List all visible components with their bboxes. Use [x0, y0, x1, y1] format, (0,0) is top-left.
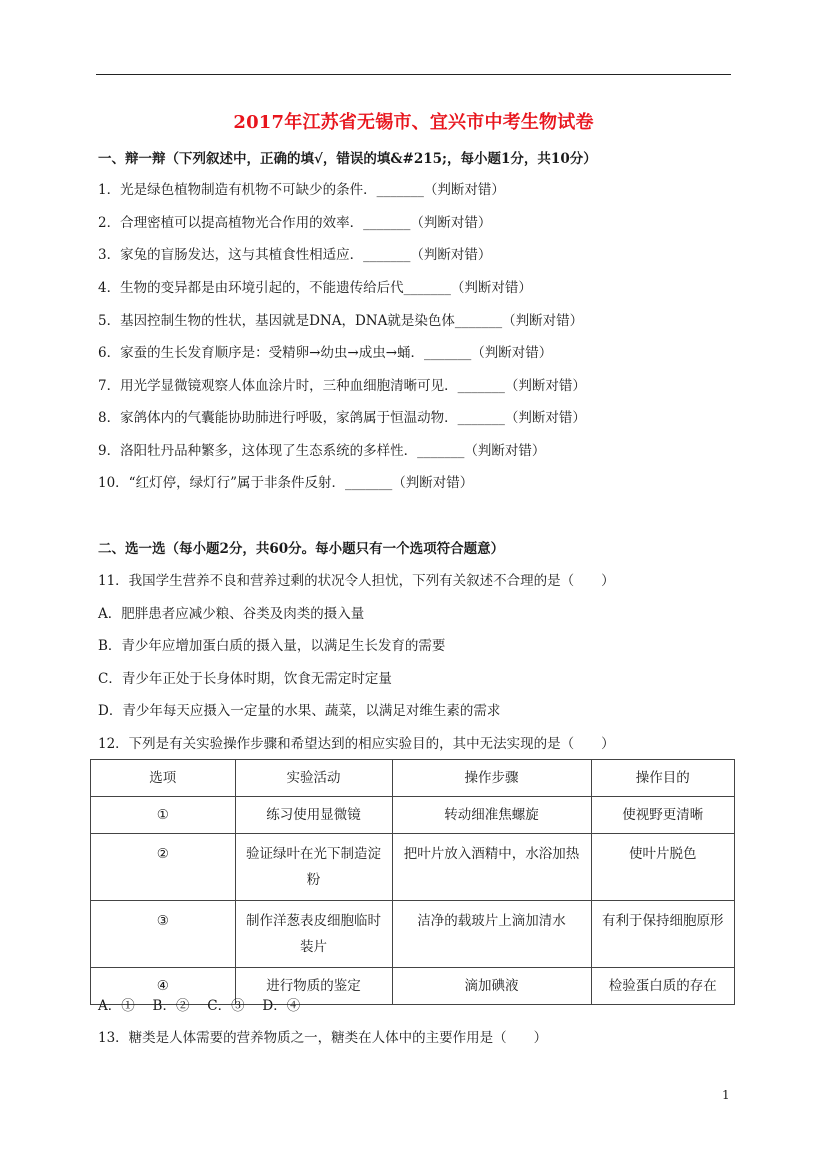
header-rule [96, 74, 731, 75]
table-header-cell: 实验活动 [235, 760, 392, 797]
table-cell: ④ [91, 968, 236, 1005]
question-item: 1．光是绿色植物制造有机物不可缺少的条件．_______（判断对错） [98, 182, 505, 198]
table-cell: 制作洋葱表皮细胞临时装片 [235, 901, 392, 968]
question-11-option-b: B．青少年应增加蛋白质的摄入量，以满足生长发育的需要 [98, 638, 446, 654]
table-cell: 使视野更清晰 [591, 797, 734, 834]
question-item: 3．家兔的盲肠发达，这与其植食性相适应．_______（判断对错） [98, 247, 492, 263]
question-12-stem: 12．下列是有关实验操作步骤和希望达到的相应实验目的，其中无法实现的是（ ） [98, 736, 615, 752]
table-cell: 使叶片脱色 [591, 834, 734, 901]
question-13-stem: 13．糖类是人体需要的营养物质之一，糖类在人体中的主要作用是（ ） [98, 1030, 548, 1046]
question-11-option-a: A．肥胖患者应减少粮、谷类及肉类的摄入量 [98, 606, 365, 622]
table-cell: 检验蛋白质的存在 [591, 968, 734, 1005]
table-row [91, 797, 735, 834]
question-11-stem: 11．我国学生营养不良和营养过剩的状况令人担忧，下列有关叙述不合理的是（ ） [98, 573, 615, 589]
question-11-option-c: C．青少年正处于长身体时期，饮食无需定时定量 [98, 671, 392, 687]
question-item: 2．合理密植可以提高植物光合作用的效率．_______（判断对错） [98, 215, 492, 231]
table-cell: 洁净的载玻片上滴加清水 [392, 901, 591, 968]
question-item: 9．洛阳牡丹品种繁多，这体现了生态系统的多样性．_______（判断对错） [98, 443, 546, 459]
table-cell: ② [91, 834, 236, 901]
exam-title: 2017年江苏省无锡市、宜兴市中考生物试卷 [233, 112, 594, 133]
question-item: 4．生物的变异都是由环境引起的，不能遗传给后代_______（判断对错） [98, 280, 532, 296]
question-item: 10．“红灯停，绿灯行”属于非条件反射．_______（判断对错） [98, 475, 474, 491]
page-number: 1 [722, 1088, 730, 1102]
table-cell: ① [91, 797, 236, 834]
question-item: 7．用光学显微镜观察人体血涂片时，三种血细胞清晰可见．_______（判断对错） [98, 378, 586, 394]
question-item: 6．家蚕的生长发育顺序是：受精卵→幼虫→成虫→蛹．_______（判断对错） [98, 345, 553, 361]
table-cell: 把叶片放入酒精中，水浴加热 [392, 834, 591, 901]
table-cell: ③ [91, 901, 236, 968]
question-12-options: A．① B．② C．③ D．④ [98, 998, 301, 1014]
question-item: 8．家鸽体内的气囊能协助肺进行呼吸，家鸽属于恒温动物．_______（判断对错） [98, 410, 586, 426]
table-cell: 练习使用显微镜 [235, 797, 392, 834]
table-header-cell: 操作步骤 [392, 760, 591, 797]
table-cell: 滴加碘液 [392, 968, 591, 1005]
table-header-row [91, 760, 735, 797]
question-11-option-d: D．青少年每天应摄入一定量的水果、蔬菜，以满足对维生素的需求 [98, 703, 501, 719]
section2-heading: 二、选一选（每小题2分，共60分。每小题只有一个选项符合题意） [98, 541, 505, 557]
section1-heading: 一、辩一辩（下列叙述中，正确的填√，错误的填&#215;，每小题1分，共10分） [98, 151, 597, 167]
table-cell: 转动细准焦螺旋 [392, 797, 591, 834]
table-cell: 验证绿叶在光下制造淀粉 [235, 834, 392, 901]
table-row [91, 834, 735, 901]
question-item: 5．基因控制生物的性状，基因就是DNA，DNA就是染色体_______（判断对错） [98, 313, 584, 329]
table-header-cell: 操作目的 [591, 760, 734, 797]
table-cell: 有利于保持细胞原形 [591, 901, 734, 968]
table-header-cell: 选项 [91, 760, 236, 797]
table-row [91, 901, 735, 968]
table-cell: 进行物质的鉴定 [235, 968, 392, 1005]
question-12-table [90, 759, 735, 1005]
